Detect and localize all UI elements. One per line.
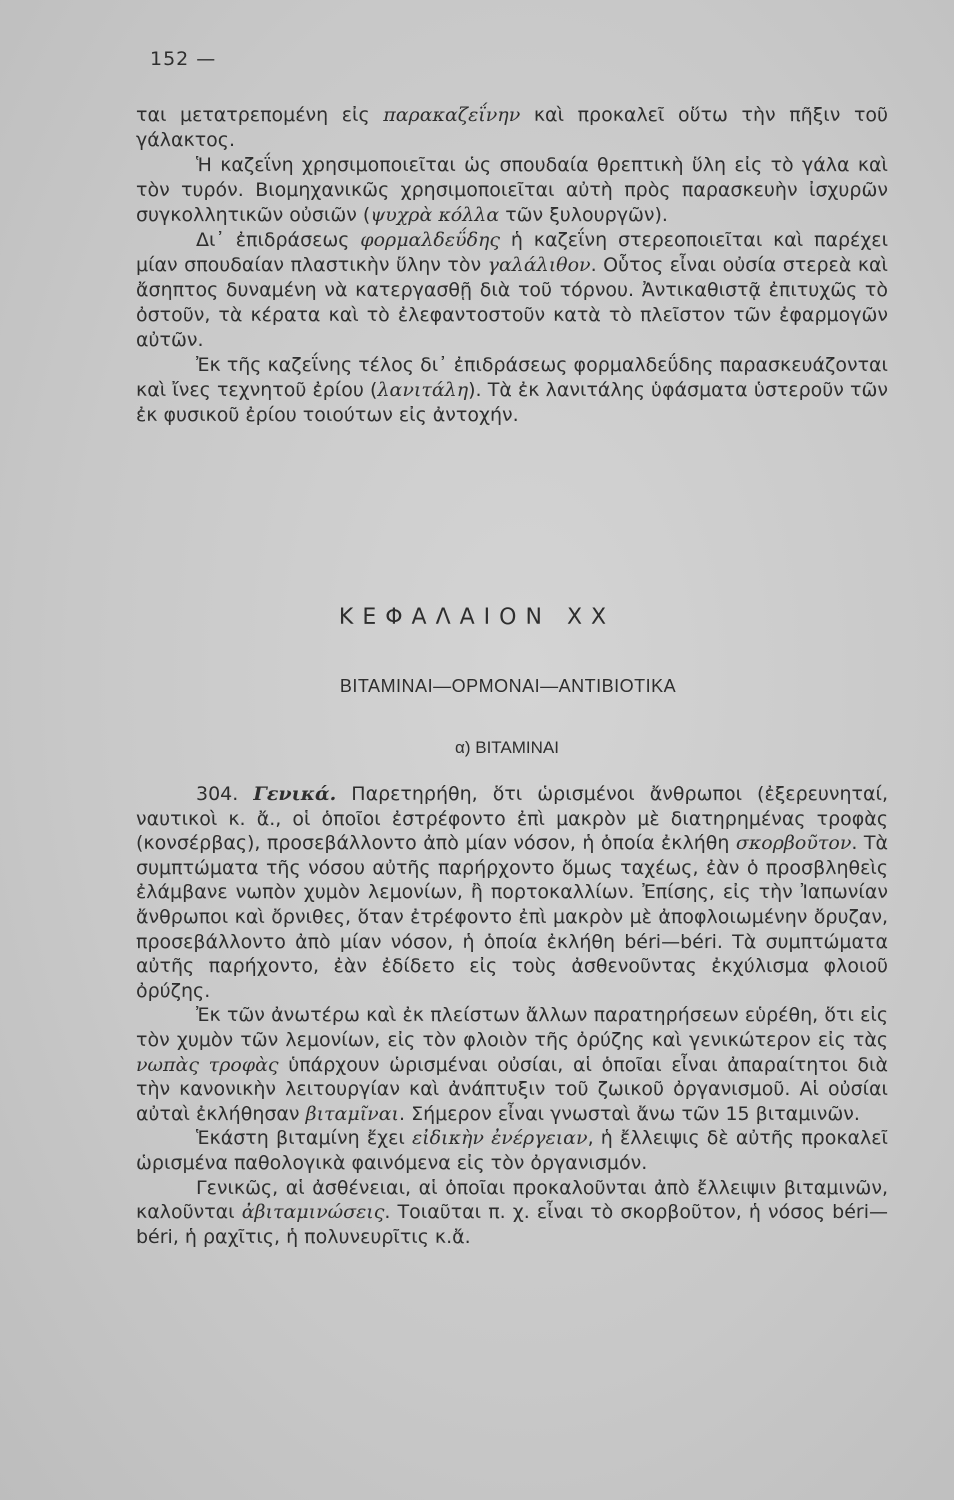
chapter-subtitle: ΒΙΤΑΜΙΝΑΙ—ΟΡΜΟΝΑΙ—ΑΝΤΙΒΙΟΤΙΚΑ	[339, 676, 677, 696]
paragraph: 304. Γενικά. Παρετηρήθη, ὅτι ὡρισμένοι ἄνθρωποι (ἐξερευνηταί, ναυτικοὶ κ. ἄ., οἱ ὁποῖοι ἐστρέφοντο ἐπὶ μακρὸν μὲ διατηρημένας τροφὰς (κονσέρβας), προσεβάλλοντο ἀπὸ μίαν νόσον, ἡ ὁποία ἐκλήθη σκορβοῦτον. Τὰ συμπτώματα τῆς νόσου αὐτῆς παρήρχοντο ὅμως ταχέως, ἐὰν ὁ προσβληθεὶς ἐλάμβανε νωπὸν χυμὸν λεμονίων, ἢ πορτοκαλλίων. Ἐπίσης, εἰς τὴν Ἰαπωνίαν ἄνθρωποι καὶ ὄρνιθες, ὅταν ἐτρέφοντο ἐπὶ μακρὸν μὲ ἀποφλοιωμένην ὄρυζαν, προσεβάλλοντο ἀπὸ μίαν νόσον, ἡ ὁποία ἐκλήθη béri—béri. Τὰ συμπτώματα αὐτῆς παρήχοντο, ἐὰν ἐδίδετο εἰς τοὺς ἀσθενοῦντας ἐκχύλισμα φλοιοῦ ὀρύζης.	[136, 783, 888, 1002]
paragraph: Γενικῶς, αἱ ἀσθένειαι, αἱ ὁποῖαι προκαλοῦνται ἀπὸ ἔλλειψιν βιταμινῶν, καλοῦνται ἀβιταμινώσεις. Τοιαῦται π. χ. εἶναι τὸ σκορβοῦτον, ἡ νόσος béri—béri, ἡ ραχῖτις, ἡ πολυνευρῖτις κ.ἄ.	[136, 1176, 888, 1248]
paragraph: Ἡ καζεΐνη χρησιμοποιεῖται ὡς σπουδαία θρεπτικὴ ὕλη εἰς τὸ γάλα καὶ τὸν τυρόν. Βιομηχανικῶς χρησιμοποιεῖται αὐτὴ πρὸς παρασκευὴν ἰσχυρῶν συγκολλητικῶν οὐσιῶν (ψυχρὰ κόλλα τῶν ξυλουργῶν).	[136, 154, 888, 226]
paragraph: Ἑκάστη βιταμίνη ἔχει εἰδικὴν ἐνέργειαν, ἡ ἔλλειψις δὲ αὐτῆς προκαλεῖ ὡρισμένα παθολογικὰ φαινόμενα εἰς τὸν ὀργανισμόν.	[136, 1127, 888, 1174]
chapter-title: ΚΕΦΑΛΑΙΟΝ ΧΧ	[338, 605, 616, 630]
paragraph: Δι᾿ ἐπιδράσεως φορμαλδεΰδης ἡ καζεΐνη στερεοποιεῖται καὶ παρέχει μίαν σπουδαίαν πλαστικὴν ὕλην τὸν γαλάλιθον. Οὗτος εἶναι οὐσία στερεὰ καὶ ἄσηπτος δυναμένη νὰ κατεργασθῇ διὰ τοῦ τόρνου. Ἀντικαθιστᾷ ἐπιτυχῶς τὸ ὀστοῦν, τὰ κέρατα καὶ τὸ ἐλεφαντοστοῦν κατὰ τὸ πλεῖστον τῶν ἐφαρμογῶν αὐτῶν.	[136, 229, 889, 351]
page-number: 152 —	[150, 48, 217, 70]
text-block-vitamins	[136, 782, 888, 1249]
section-heading: α) ΒΙΤΑΜΙΝΑΙ	[455, 738, 559, 757]
paragraph: Ἐκ τῆς καζεΐνης τέλος δι᾿ ἐπιδράσεως φορμαλδεΰδης παρασκευάζονται καὶ ἴνες τεχνητοῦ ἐρίου (λανιτάλη). Τὰ ἐκ λανιτάλης ὑφάσματα ὑστεροῦν τῶν ἐκ φυσικοῦ ἐρίου τοιούτων εἰς ἀντοχήν.	[136, 354, 888, 426]
paragraph: Ἐκ τῶν ἀνωτέρω καὶ ἐκ πλείστων ἄλλων παρατηρήσεων εὑρέθη, ὅτι εἰς τὸν χυμὸν τῶν λεμονίων, εἰς τὸν φλοιὸν τῆς ὀρύζης καὶ γενικώτερον εἰς τὰς νωπὰς τροφὰς ὑπάρχουν ὡρισμέναι οὐσίαι, αἱ ὁποῖαι εἶναι ἀπαραίτητοι διὰ τὴν κανονικὴν λειτουργίαν καὶ ἀνάπτυξιν τοῦ ζωικοῦ ὀργανισμοῦ. Αἱ οὐσίαι αὐταὶ ἐκλήθησαν βιταμῖναι. Σήμερον εἶναι γνωσταὶ ἄνω τῶν 15 βιταμινῶν.	[136, 1004, 888, 1125]
paragraph: ται μετατρεπομένη εἰς παρακαζεΐνην καὶ προκαλεῖ οὕτω τὴν πῆξιν τοῦ γάλακτος.	[136, 104, 888, 151]
text-block-casein	[136, 103, 888, 428]
